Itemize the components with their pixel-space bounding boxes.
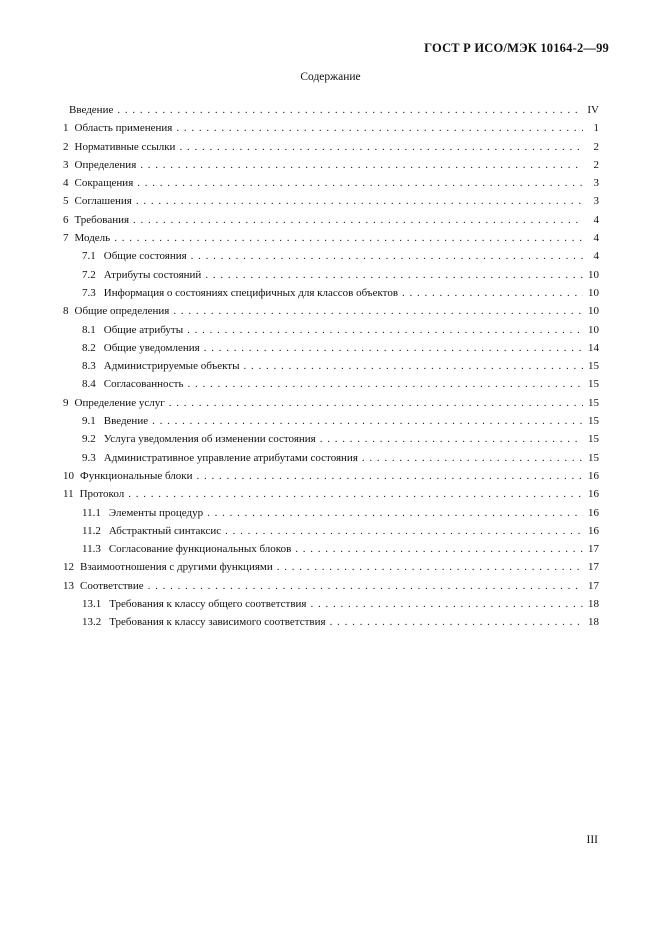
toc-entry[interactable]	[63, 613, 599, 631]
toc-dot-leader	[244, 357, 584, 375]
toc-entry-number: 7	[63, 232, 69, 245]
toc-entry-label: Согласованность	[103, 378, 184, 391]
toc-entry-number: 13	[63, 579, 74, 592]
toc-entry-number: 8.2	[82, 341, 96, 354]
toc-entry-page: 1	[593, 122, 599, 135]
toc-entry-label: Введение	[103, 415, 149, 428]
toc-entry-number: 12	[63, 561, 74, 574]
toc-entry[interactable]	[63, 522, 599, 540]
toc-entry-number: 13.1	[82, 598, 102, 611]
toc-entry[interactable]	[63, 394, 599, 412]
toc-entry-page: 2	[593, 140, 599, 153]
toc-dot-leader	[295, 540, 583, 558]
toc-entry-page: 18	[588, 616, 599, 629]
toc-entry-page: 15	[588, 396, 599, 409]
toc-entry-number: 8.1	[82, 323, 96, 336]
toc-dot-leader	[207, 504, 583, 522]
toc-entry[interactable]	[63, 577, 599, 595]
toc-entry-label: Общие состояния	[103, 250, 187, 263]
toc-dot-leader	[197, 467, 583, 485]
toc-entry-page: 15	[588, 378, 599, 391]
toc-entry-number: 3	[63, 158, 69, 171]
toc-entry-label: Нормативные ссылки	[74, 140, 176, 153]
toc-entry[interactable]	[63, 467, 599, 485]
toc-entry[interactable]	[63, 284, 599, 302]
toc-entry-page: 17	[588, 579, 599, 592]
toc-entry-label: Протокол	[79, 488, 125, 501]
toc-dot-leader	[114, 229, 583, 247]
toc-entry-label: Согласование функциональных блоков	[108, 543, 292, 556]
toc-entry-page: 17	[588, 561, 599, 574]
toc-entry-page: 18	[588, 598, 599, 611]
document-code-header: ГОСТ Р ИСО/МЭК 10164-2—99	[424, 41, 609, 55]
toc-title: Содержание	[300, 71, 361, 83]
toc-entry[interactable]	[63, 211, 599, 229]
toc-dot-leader	[191, 247, 583, 265]
toc-dot-leader	[137, 174, 583, 192]
toc-entry-label: Информация о состояниях специфичных для классов объектов	[103, 286, 399, 299]
toc-entry[interactable]	[63, 156, 599, 174]
toc-entry-label: Административное управление атрибутами состояния	[103, 451, 358, 464]
toc-entry[interactable]	[63, 302, 599, 320]
toc-entry[interactable]	[63, 430, 599, 448]
toc-dot-leader	[128, 485, 583, 503]
toc-entry-label: Модель	[74, 232, 111, 245]
toc-dot-leader	[173, 302, 583, 320]
toc-entry-page: 4	[593, 232, 599, 245]
toc-entry[interactable]	[63, 540, 599, 558]
toc-entry-number: 7.1	[82, 250, 96, 263]
toc-entry[interactable]	[63, 174, 599, 192]
toc-entry-number: 8.3	[82, 360, 96, 373]
toc-entry-number: 9.1	[82, 415, 96, 428]
toc-entry-label: Соответствие	[80, 579, 144, 592]
toc-entry-number: 11	[63, 488, 74, 501]
toc-entry-label: Сокращения	[74, 177, 134, 190]
toc-entry-label: Введение	[69, 104, 114, 116]
toc-dot-leader	[205, 266, 583, 284]
toc-entry-page: 16	[588, 488, 599, 501]
toc-dot-leader	[169, 394, 583, 412]
toc-entry-label: Соглашения	[74, 195, 132, 208]
toc-entry-label: Администрируемые объекты	[103, 360, 240, 373]
toc-entry-number: 2	[63, 140, 69, 153]
toc-entry-page: 10	[588, 286, 599, 299]
toc-entry[interactable]	[63, 558, 599, 576]
toc-entry[interactable]	[63, 247, 599, 265]
toc-entry-label: Общие уведомления	[103, 341, 200, 354]
toc-entry-page: 10	[588, 268, 599, 281]
toc-entry-number: 5	[63, 195, 69, 208]
toc-entry[interactable]	[63, 229, 599, 247]
toc-entry[interactable]	[63, 485, 599, 503]
toc-entry-number: 8.4	[82, 378, 96, 391]
toc-entry-page: 10	[588, 323, 599, 336]
toc-dot-leader	[402, 284, 583, 302]
toc-dot-leader	[176, 119, 583, 137]
toc-entry-page: 15	[588, 360, 599, 373]
toc-dot-leader	[362, 449, 583, 467]
toc-entry[interactable]	[63, 119, 599, 137]
toc-dot-leader	[133, 211, 583, 229]
toc-entry-number: 11.3	[82, 543, 101, 556]
toc-entry-number: 9.2	[82, 433, 96, 446]
toc-entry-number: 9.3	[82, 451, 96, 464]
toc-entry[interactable]	[63, 357, 599, 375]
toc-dot-leader	[136, 192, 583, 210]
toc-entry[interactable]	[63, 449, 599, 467]
toc-entry-page: 17	[588, 543, 599, 556]
toc-dot-leader	[117, 101, 583, 119]
toc-entry-label: Требования	[74, 213, 130, 226]
toc-entry-page: 16	[588, 469, 599, 482]
toc-entry-label: Взаимоотношения с другими функциями	[80, 561, 273, 574]
toc-dot-leader	[152, 412, 583, 430]
toc-entry[interactable]	[63, 321, 599, 339]
toc-entry[interactable]	[63, 595, 599, 613]
toc-entry-number: 7.3	[82, 286, 96, 299]
toc-dot-leader	[204, 339, 583, 357]
toc-entry-number: 10	[63, 469, 74, 482]
toc-entry-number: 13.2	[82, 616, 102, 629]
toc-entry-page: 2	[593, 158, 599, 171]
toc-entry-label: Общие определения	[74, 305, 170, 318]
toc-entry-number: 8	[63, 305, 69, 318]
toc-entry[interactable]	[63, 375, 599, 393]
toc-entry-number: 7.2	[82, 268, 96, 281]
toc-entry-number: 6	[63, 213, 69, 226]
toc-dot-leader	[320, 430, 583, 448]
toc-dot-leader	[179, 138, 583, 156]
toc-entry[interactable]	[63, 504, 599, 522]
toc-entry-number: 11.1	[82, 506, 101, 519]
toc-entry-number: 9	[63, 396, 69, 409]
toc-entry-label: Требования к классу общего соответствия	[109, 598, 307, 611]
toc-dot-leader	[187, 375, 583, 393]
toc-entry-page: 14	[588, 341, 599, 354]
toc-entry-label: Общие атрибуты	[103, 323, 184, 336]
toc-entry[interactable]	[63, 339, 599, 357]
toc-entry[interactable]	[63, 138, 599, 156]
table-of-contents	[63, 101, 599, 632]
toc-entry-number: 4	[63, 177, 69, 190]
toc-dot-leader	[277, 558, 583, 576]
toc-entry-page: 4	[593, 250, 599, 263]
toc-entry-page: 16	[588, 506, 599, 519]
page-number: III	[586, 834, 598, 846]
toc-entry[interactable]	[63, 101, 599, 119]
toc-entry-label: Требования к классу зависимого соответствия	[109, 616, 326, 629]
toc-entry-page: 10	[588, 305, 599, 318]
toc-entry-page: 4	[593, 213, 599, 226]
toc-entry-label: Услуга уведомления об изменении состояния	[103, 433, 316, 446]
toc-entry-page: 15	[588, 433, 599, 446]
toc-entry-label: Абстрактный синтаксис	[108, 524, 222, 537]
toc-dot-leader	[148, 577, 583, 595]
toc-entry-label: Область применения	[74, 122, 173, 135]
toc-entry-label: Элементы процедур	[108, 506, 204, 519]
toc-entry-page: 15	[588, 451, 599, 464]
toc-entry-page: 16	[588, 524, 599, 537]
toc-dot-leader	[311, 595, 584, 613]
toc-entry-page: 3	[593, 177, 599, 190]
toc-entry-label: Функциональные блоки	[80, 469, 193, 482]
toc-entry[interactable]	[63, 412, 599, 430]
toc-dot-leader	[140, 156, 583, 174]
toc-entry[interactable]	[63, 192, 599, 210]
toc-entry-page: 3	[593, 195, 599, 208]
toc-dot-leader	[330, 613, 583, 631]
toc-dot-leader	[225, 522, 583, 540]
toc-entry-label: Определение услуг	[74, 396, 165, 409]
toc-entry-label: Атрибуты состояний	[103, 268, 202, 281]
toc-entry-number: 1	[63, 122, 69, 135]
toc-entry-page: 15	[588, 415, 599, 428]
toc-entry-label: Определения	[74, 158, 137, 171]
toc-entry[interactable]	[63, 266, 599, 284]
toc-entry-number: 11.2	[82, 524, 101, 537]
toc-dot-leader	[187, 321, 583, 339]
toc-entry-page: IV	[587, 104, 599, 116]
